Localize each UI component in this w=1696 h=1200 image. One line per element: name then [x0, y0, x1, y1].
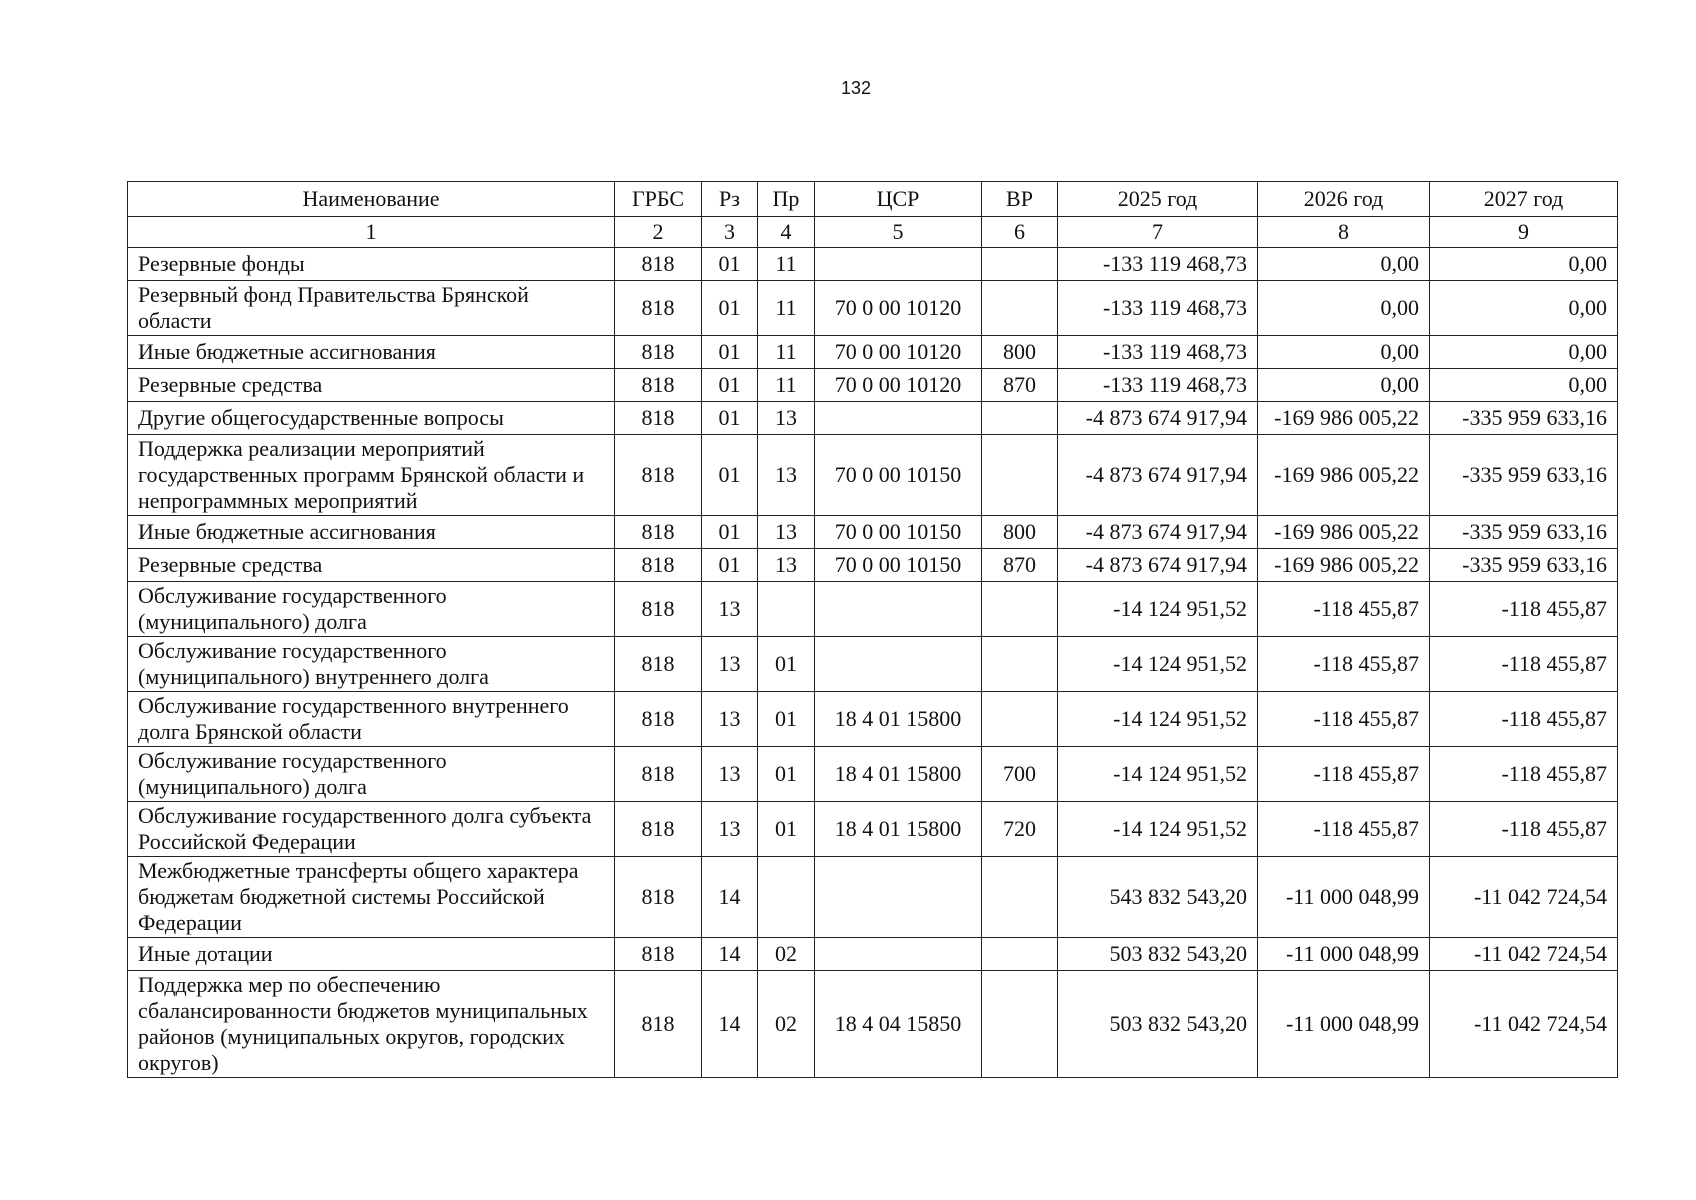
table-row — [128, 369, 1618, 402]
column-number: 9 — [1430, 217, 1618, 248]
cell-name: Резервные фонды — [128, 248, 615, 281]
table-row — [128, 516, 1618, 549]
cell-2025: 503 832 543,20 — [1058, 938, 1258, 971]
cell-rz: 13 — [702, 747, 758, 802]
cell-name: Другие общегосударственные вопросы — [128, 402, 615, 435]
cell-csr — [815, 938, 982, 971]
cell-pr: 13 — [758, 516, 815, 549]
cell-pr: 13 — [758, 549, 815, 582]
cell-pr: 01 — [758, 802, 815, 857]
cell-2026: -11 000 048,99 — [1258, 857, 1430, 938]
cell-csr: 70 0 00 10120 — [815, 336, 982, 369]
table-row — [128, 582, 1618, 637]
cell-rz: 13 — [702, 692, 758, 747]
cell-vr: 800 — [982, 336, 1058, 369]
cell-name: Резервные средства — [128, 549, 615, 582]
cell-csr — [815, 582, 982, 637]
cell-rz: 01 — [702, 516, 758, 549]
cell-csr: 18 4 01 15800 — [815, 692, 982, 747]
cell-2026: -118 455,87 — [1258, 637, 1430, 692]
cell-pr — [758, 857, 815, 938]
cell-pr — [758, 582, 815, 637]
cell-2027: -118 455,87 — [1430, 802, 1618, 857]
page-number: 132 — [840, 78, 872, 98]
cell-rz: 01 — [702, 549, 758, 582]
cell-rz: 01 — [702, 248, 758, 281]
cell-grbs: 818 — [615, 516, 702, 549]
cell-vr — [982, 692, 1058, 747]
cell-rz: 13 — [702, 582, 758, 637]
cell-csr: 18 4 04 15850 — [815, 971, 982, 1078]
cell-pr: 11 — [758, 248, 815, 281]
cell-2027: 0,00 — [1430, 281, 1618, 336]
cell-vr — [982, 582, 1058, 637]
cell-rz: 01 — [702, 281, 758, 336]
cell-grbs: 818 — [615, 549, 702, 582]
cell-name: Иные бюджетные ассигнования — [128, 516, 615, 549]
cell-2025: -14 124 951,52 — [1058, 637, 1258, 692]
cell-2025: -14 124 951,52 — [1058, 582, 1258, 637]
cell-2026: -118 455,87 — [1258, 582, 1430, 637]
table-row — [128, 747, 1618, 802]
cell-name: Обслуживание государственного (муниципального) долга — [128, 747, 615, 802]
table-row — [128, 281, 1618, 336]
cell-vr — [982, 971, 1058, 1078]
cell-name: Обслуживание государственного долга субъекта Российской Федерации — [128, 802, 615, 857]
cell-2026: -169 986 005,22 — [1258, 402, 1430, 435]
cell-grbs: 818 — [615, 637, 702, 692]
column-number-row — [128, 217, 1618, 248]
column-number: 5 — [815, 217, 982, 248]
table-row — [128, 857, 1618, 938]
cell-grbs: 818 — [615, 281, 702, 336]
cell-csr: 18 4 01 15800 — [815, 802, 982, 857]
header-2027: 2027 год — [1430, 182, 1618, 217]
column-number: 6 — [982, 217, 1058, 248]
cell-2027: -11 042 724,54 — [1430, 857, 1618, 938]
header-vr: ВР — [982, 182, 1058, 217]
table-row — [128, 637, 1618, 692]
cell-2025: -133 119 468,73 — [1058, 336, 1258, 369]
table-row — [128, 692, 1618, 747]
cell-vr — [982, 248, 1058, 281]
cell-2025: -4 873 674 917,94 — [1058, 402, 1258, 435]
cell-name: Обслуживание государственного внутреннего долга Брянской области — [128, 692, 615, 747]
cell-name: Резервный фонд Правительства Брянской области — [128, 281, 615, 336]
cell-grbs: 818 — [615, 402, 702, 435]
cell-rz: 13 — [702, 637, 758, 692]
cell-vr — [982, 938, 1058, 971]
cell-rz: 01 — [702, 369, 758, 402]
cell-grbs: 818 — [615, 747, 702, 802]
cell-csr: 18 4 01 15800 — [815, 747, 982, 802]
cell-csr — [815, 637, 982, 692]
cell-2027: 0,00 — [1430, 248, 1618, 281]
cell-csr — [815, 402, 982, 435]
table-row — [128, 802, 1618, 857]
cell-csr: 70 0 00 10150 — [815, 516, 982, 549]
header-csr: ЦСР — [815, 182, 982, 217]
cell-2027: 0,00 — [1430, 336, 1618, 369]
column-number: 4 — [758, 217, 815, 248]
cell-rz: 14 — [702, 971, 758, 1078]
cell-2025: -14 124 951,52 — [1058, 747, 1258, 802]
table-row — [128, 938, 1618, 971]
cell-2025: -4 873 674 917,94 — [1058, 549, 1258, 582]
header-pr: Пр — [758, 182, 815, 217]
cell-2027: 0,00 — [1430, 369, 1618, 402]
cell-name: Межбюджетные трансферты общего характера бюджетам бюджетной системы Российской Федерации — [128, 857, 615, 938]
cell-2026: -118 455,87 — [1258, 747, 1430, 802]
cell-pr: 11 — [758, 369, 815, 402]
cell-2025: -133 119 468,73 — [1058, 248, 1258, 281]
cell-vr: 800 — [982, 516, 1058, 549]
header-grbs: ГРБС — [615, 182, 702, 217]
cell-vr — [982, 637, 1058, 692]
header-row — [128, 182, 1618, 217]
cell-2027: -118 455,87 — [1430, 747, 1618, 802]
cell-rz: 01 — [702, 336, 758, 369]
cell-name: Поддержка реализации мероприятий государственных программ Брянской области и непрограммных мероприятий — [128, 435, 615, 516]
cell-2026: -11 000 048,99 — [1258, 971, 1430, 1078]
cell-2027: -118 455,87 — [1430, 692, 1618, 747]
cell-2027: -118 455,87 — [1430, 582, 1618, 637]
cell-2025: -133 119 468,73 — [1058, 369, 1258, 402]
header-2025: 2025 год — [1058, 182, 1258, 217]
cell-vr — [982, 402, 1058, 435]
column-number: 8 — [1258, 217, 1430, 248]
cell-name: Поддержка мер по обеспечению сбалансированности бюджетов муниципальных районов (муниципальных округов, городских округов) — [128, 971, 615, 1078]
cell-2025: 543 832 543,20 — [1058, 857, 1258, 938]
cell-rz: 14 — [702, 857, 758, 938]
cell-rz: 01 — [702, 435, 758, 516]
cell-vr: 700 — [982, 747, 1058, 802]
cell-2025: -14 124 951,52 — [1058, 692, 1258, 747]
budget-table — [127, 181, 1618, 1078]
cell-2026: -118 455,87 — [1258, 692, 1430, 747]
cell-2025: -133 119 468,73 — [1058, 281, 1258, 336]
cell-pr: 11 — [758, 336, 815, 369]
cell-pr: 01 — [758, 692, 815, 747]
cell-2025: 503 832 543,20 — [1058, 971, 1258, 1078]
cell-pr: 01 — [758, 747, 815, 802]
cell-csr: 70 0 00 10120 — [815, 369, 982, 402]
cell-2025: -4 873 674 917,94 — [1058, 516, 1258, 549]
cell-csr: 70 0 00 10150 — [815, 549, 982, 582]
cell-grbs: 818 — [615, 435, 702, 516]
column-number: 7 — [1058, 217, 1258, 248]
cell-2027: -335 959 633,16 — [1430, 549, 1618, 582]
cell-csr: 70 0 00 10150 — [815, 435, 982, 516]
cell-grbs: 818 — [615, 938, 702, 971]
cell-2026: -169 986 005,22 — [1258, 549, 1430, 582]
cell-2025: -14 124 951,52 — [1058, 802, 1258, 857]
cell-pr: 13 — [758, 402, 815, 435]
cell-name: Иные дотации — [128, 938, 615, 971]
cell-vr: 720 — [982, 802, 1058, 857]
cell-name: Резервные средства — [128, 369, 615, 402]
cell-name: Обслуживание государственного (муниципального) долга — [128, 582, 615, 637]
cell-2027: -335 959 633,16 — [1430, 435, 1618, 516]
cell-2026: -118 455,87 — [1258, 802, 1430, 857]
cell-pr: 13 — [758, 435, 815, 516]
cell-2027: -11 042 724,54 — [1430, 971, 1618, 1078]
cell-2027: -11 042 724,54 — [1430, 938, 1618, 971]
cell-grbs: 818 — [615, 692, 702, 747]
cell-csr: 70 0 00 10120 — [815, 281, 982, 336]
cell-vr — [982, 281, 1058, 336]
cell-2026: -169 986 005,22 — [1258, 435, 1430, 516]
cell-grbs: 818 — [615, 582, 702, 637]
cell-grbs: 818 — [615, 857, 702, 938]
cell-name: Обслуживание государственного (муниципального) внутреннего долга — [128, 637, 615, 692]
cell-2026: 0,00 — [1258, 336, 1430, 369]
cell-grbs: 818 — [615, 369, 702, 402]
table-row — [128, 435, 1618, 516]
cell-2027: -118 455,87 — [1430, 637, 1618, 692]
cell-rz: 01 — [702, 402, 758, 435]
table-row — [128, 248, 1618, 281]
cell-2025: -4 873 674 917,94 — [1058, 435, 1258, 516]
cell-csr — [815, 857, 982, 938]
table-row — [128, 402, 1618, 435]
table-row — [128, 336, 1618, 369]
cell-grbs: 818 — [615, 971, 702, 1078]
cell-pr: 02 — [758, 971, 815, 1078]
cell-grbs: 818 — [615, 336, 702, 369]
cell-vr — [982, 857, 1058, 938]
cell-rz: 14 — [702, 938, 758, 971]
cell-vr: 870 — [982, 369, 1058, 402]
header-rz: Рз — [702, 182, 758, 217]
cell-2026: 0,00 — [1258, 281, 1430, 336]
header-2026: 2026 год — [1258, 182, 1430, 217]
table-row — [128, 549, 1618, 582]
cell-2026: -169 986 005,22 — [1258, 516, 1430, 549]
cell-grbs: 818 — [615, 248, 702, 281]
table-row — [128, 971, 1618, 1078]
column-number: 1 — [128, 217, 615, 248]
column-number: 2 — [615, 217, 702, 248]
cell-name: Иные бюджетные ассигнования — [128, 336, 615, 369]
cell-vr: 870 — [982, 549, 1058, 582]
cell-vr — [982, 435, 1058, 516]
cell-pr: 11 — [758, 281, 815, 336]
cell-rz: 13 — [702, 802, 758, 857]
cell-csr — [815, 248, 982, 281]
cell-2026: -11 000 048,99 — [1258, 938, 1430, 971]
column-number: 3 — [702, 217, 758, 248]
cell-pr: 02 — [758, 938, 815, 971]
cell-2027: -335 959 633,16 — [1430, 516, 1618, 549]
cell-grbs: 818 — [615, 802, 702, 857]
cell-2027: -335 959 633,16 — [1430, 402, 1618, 435]
cell-pr: 01 — [758, 637, 815, 692]
header-name: Наименование — [128, 182, 615, 217]
cell-2026: 0,00 — [1258, 248, 1430, 281]
cell-2026: 0,00 — [1258, 369, 1430, 402]
